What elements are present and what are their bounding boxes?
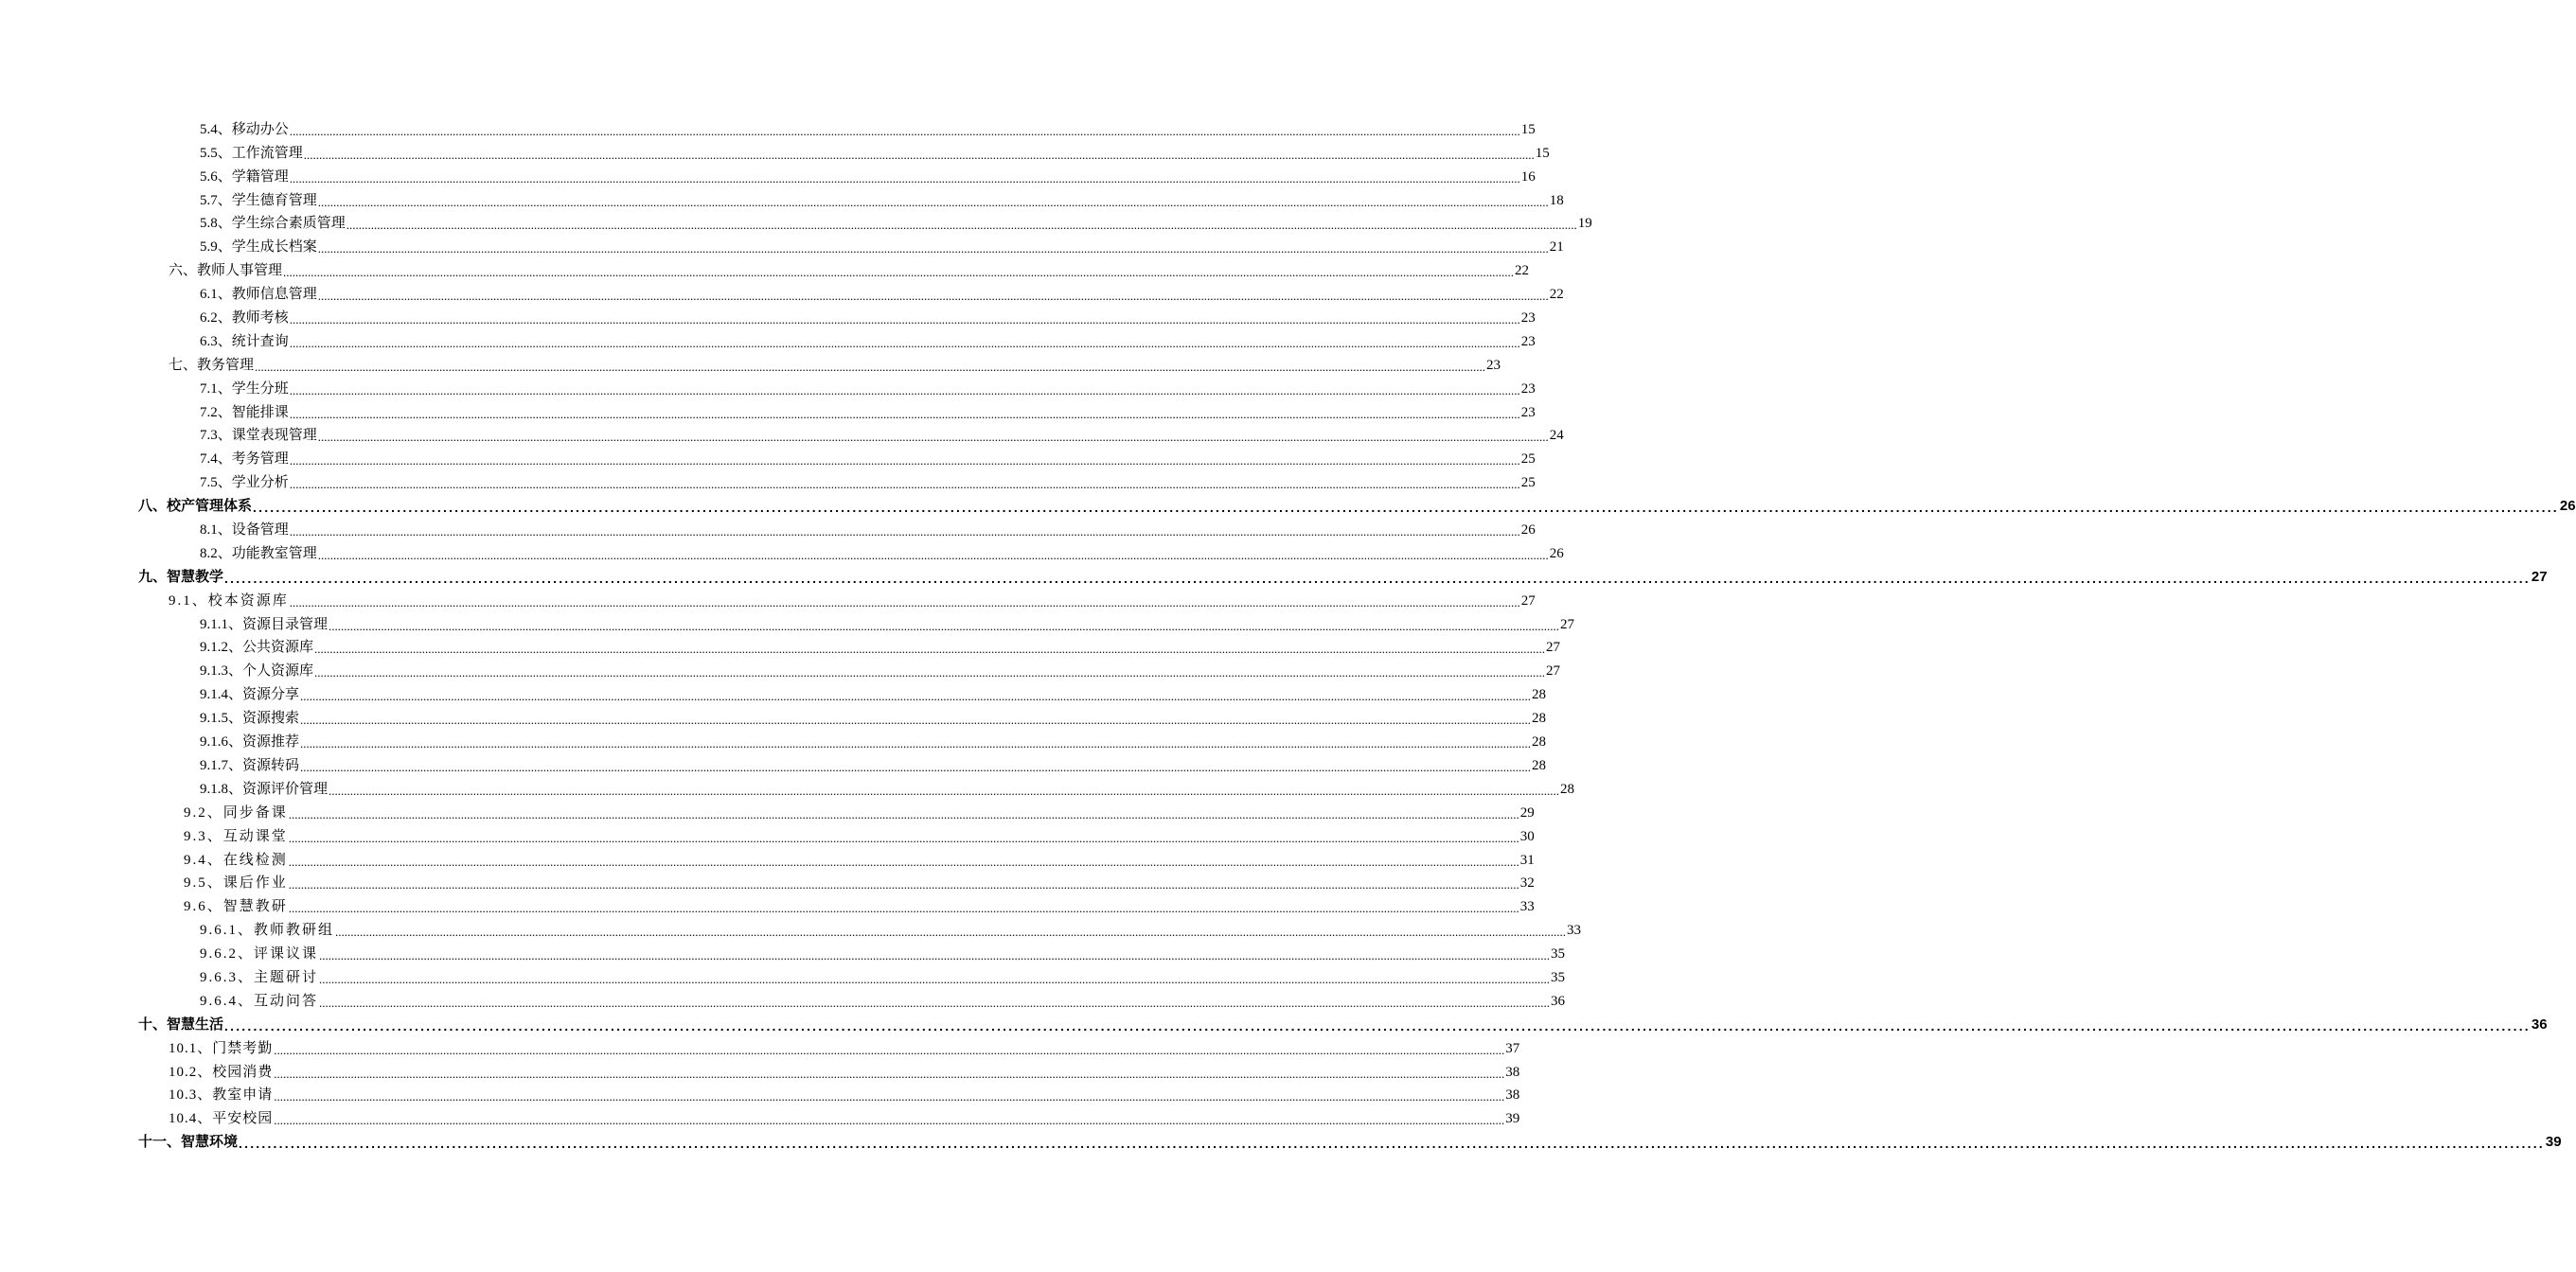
toc-entry[interactable] — [184, 848, 1535, 872]
toc-entry-title: 九、智慧教学 — [138, 568, 224, 585]
toc-entry-title: 10.4、平安校园 — [169, 1111, 274, 1127]
toc-entry[interactable] — [200, 659, 1561, 682]
toc-page-number: 25 — [1520, 475, 1536, 491]
toc-entry[interactable] — [169, 1084, 1520, 1107]
toc-entry[interactable] — [200, 989, 1566, 1013]
toc-entry-title: 10.2、校园消费 — [169, 1064, 274, 1080]
toc-page-number: 24 — [1549, 428, 1564, 444]
toc-page-number: 28 — [1560, 781, 1575, 797]
toc-page-number: 30 — [1519, 828, 1535, 844]
toc-entry-title: 7.2、智能排课 — [200, 404, 289, 420]
toc-page-number: 33 — [1519, 899, 1535, 915]
toc-page-number: 35 — [1551, 946, 1566, 963]
toc-dot-leader: ................................................................................................................................................................................................................................................................................................................................................................................................................ — [289, 524, 1520, 539]
toc-dot-leader: ................................................................................................................................................................................................................................................................................................................................................................................................................ — [319, 948, 1551, 963]
toc-entry-title: 十一、智慧环境 — [138, 1134, 239, 1151]
toc-entry-title: 8.1、设备管理 — [200, 522, 289, 539]
toc-dot-leader: ................................................................................................................................................................................................................................................................................................................................................................................................................ — [289, 406, 1520, 421]
toc-entry-title: 十、智慧生活 — [138, 1016, 224, 1033]
toc-entry[interactable] — [184, 801, 1535, 824]
toc-dot-leader: ................................................................................................................................................................................................................................................................................................................................................................................................................ — [319, 995, 1551, 1010]
toc-page-number: 31 — [1519, 852, 1535, 868]
toc-entry-title: 9.4、在线检测 — [184, 852, 288, 868]
toc-entry[interactable] — [200, 141, 1550, 165]
toc-page-number: 27 — [1546, 663, 1561, 680]
toc-dot-leader: ................................................................................................................................................................................................................................................................................................................................................................................................................ — [274, 1042, 1505, 1057]
toc-dot-leader: ................................................................................................................................................................................................................................................................................................................................................................................................................ — [224, 570, 2531, 586]
toc-entry[interactable] — [200, 306, 1536, 329]
toc-dot-leader: ................................................................................................................................................................................................................................................................................................................................................................................................................ — [288, 901, 1519, 916]
toc-dot-leader: ................................................................................................................................................................................................................................................................................................................................................................................................................ — [314, 642, 1546, 657]
toc-dot-leader: ................................................................................................................................................................................................................................................................................................................................................................................................................ — [317, 241, 1549, 256]
toc-entry[interactable] — [200, 753, 1547, 777]
toc-page-number: 15 — [1520, 121, 1536, 137]
toc-entry-title: 9.6.2、评课议课 — [200, 946, 319, 963]
toc-entry[interactable] — [169, 258, 1530, 282]
toc-entry-title: 9.6、智慧教研 — [184, 899, 288, 915]
toc-dot-leader: ................................................................................................................................................................................................................................................................................................................................................................................................................ — [288, 806, 1519, 822]
toc-entry[interactable] — [200, 636, 1561, 660]
toc-page-number: 28 — [1532, 757, 1547, 773]
toc-dot-leader: ................................................................................................................................................................................................................................................................................................................................................................................................................ — [300, 759, 1532, 774]
toc-entry[interactable] — [169, 1036, 1520, 1060]
toc-dot-leader: ................................................................................................................................................................................................................................................................................................................................................................................................................ — [289, 123, 1520, 138]
toc-entry-title: 7.5、学业分析 — [200, 475, 289, 491]
toc-entry-title: 5.4、移动办公 — [200, 121, 289, 137]
toc-entry-title: 5.5、工作流管理 — [200, 145, 303, 161]
toc-entry[interactable] — [169, 1060, 1520, 1084]
toc-entry-title: 6.1、教师信息管理 — [200, 287, 317, 303]
toc-page-number: 23 — [1520, 380, 1536, 397]
toc-entry[interactable] — [200, 424, 1564, 448]
toc-dot-leader: ................................................................................................................................................................................................................................................................................................................................................................................................................ — [314, 665, 1546, 680]
toc-dot-leader: ................................................................................................................................................................................................................................................................................................................................................................................................................ — [300, 736, 1532, 751]
toc-page-number: 36 — [1551, 993, 1566, 1009]
toc-entry-title: 5.6、学籍管理 — [200, 168, 289, 185]
toc-page-number: 29 — [1519, 804, 1535, 821]
toc-page-number: 19 — [1577, 216, 1592, 232]
toc-entry-title: 9.1.4、资源分享 — [200, 687, 300, 703]
toc-entry-title: 9.1.6、资源推荐 — [200, 734, 300, 751]
toc-entry[interactable] — [200, 777, 1575, 801]
table-of-contents — [0, 117, 2576, 1154]
toc-page-number: 21 — [1549, 239, 1564, 256]
toc-dot-leader: ................................................................................................................................................................................................................................................................................................................................................................................................................ — [300, 713, 1532, 728]
toc-entry-title: 6.3、统计查询 — [200, 333, 289, 349]
toc-entry-title: 七、教务管理 — [169, 357, 255, 373]
toc-entry[interactable] — [200, 470, 1536, 494]
toc-entry[interactable] — [169, 589, 1536, 612]
toc-page-number: 16 — [1520, 168, 1536, 185]
toc-entry-title: 5.8、学生综合素质管理 — [200, 216, 346, 232]
toc-entry[interactable] — [169, 1106, 1520, 1130]
toc-dot-leader: ................................................................................................................................................................................................................................................................................................................................................................................................................ — [289, 312, 1520, 327]
toc-entry-title: 八、校产管理体系 — [138, 498, 253, 515]
toc-dot-leader: ................................................................................................................................................................................................................................................................................................................................................................................................................ — [274, 1089, 1505, 1104]
toc-page-number: 27 — [1520, 592, 1536, 609]
toc-dot-leader: ................................................................................................................................................................................................................................................................................................................................................................................................................ — [289, 453, 1520, 468]
toc-entry[interactable] — [184, 872, 1535, 895]
toc-dot-leader: ................................................................................................................................................................................................................................................................................................................................................................................................................ — [319, 971, 1551, 986]
toc-entry[interactable] — [200, 682, 1547, 706]
toc-dot-leader: ................................................................................................................................................................................................................................................................................................................................................................................................................ — [329, 783, 1560, 798]
toc-page-number: 33 — [1567, 923, 1582, 939]
toc-page-number: 25 — [1520, 451, 1536, 468]
toc-entry-title: 7.3、课堂表现管理 — [200, 428, 317, 444]
toc-entry-title: 六、教师人事管理 — [169, 263, 283, 279]
toc-entry[interactable] — [200, 730, 1547, 753]
toc-entry-title: 9.6.1、教师教研组 — [200, 923, 335, 939]
toc-entry[interactable] — [200, 188, 1564, 212]
toc-entry[interactable] — [200, 400, 1536, 424]
toc-dot-leader: ................................................................................................................................................................................................................................................................................................................................................................................................................ — [224, 1017, 2531, 1034]
toc-page-number: 28 — [1532, 711, 1547, 727]
toc-page-number: 23 — [1520, 404, 1536, 420]
toc-entry-title: 5.9、学生成长档案 — [200, 239, 317, 256]
toc-page-number: 28 — [1532, 734, 1547, 751]
toc-dot-leader: ................................................................................................................................................................................................................................................................................................................................................................................................................ — [239, 1136, 2545, 1152]
toc-entry[interactable] — [200, 541, 1564, 565]
toc-entry-title: 9.1.2、公共资源库 — [200, 640, 314, 656]
toc-dot-leader: ................................................................................................................................................................................................................................................................................................................................................................................................................ — [346, 218, 1577, 233]
toc-dot-leader: ................................................................................................................................................................................................................................................................................................................................................................................................................ — [317, 289, 1549, 304]
toc-entry-title: 10.3、教室申请 — [169, 1087, 274, 1104]
toc-entry-title: 9.1、校本资源库 — [169, 592, 289, 609]
toc-page-number: 38 — [1505, 1064, 1520, 1080]
toc-entry[interactable] — [200, 612, 1575, 636]
toc-entry-title: 7.1、学生分班 — [200, 380, 289, 397]
toc-entry-title: 9.6.4、互动问答 — [200, 993, 319, 1009]
toc-entry[interactable] — [200, 518, 1536, 541]
toc-dot-leader: ................................................................................................................................................................................................................................................................................................................................................................................................................ — [288, 877, 1519, 892]
toc-page-number: 28 — [1532, 687, 1547, 703]
toc-entry-title: 9.1.8、资源评价管理 — [200, 781, 329, 797]
toc-dot-leader: ................................................................................................................................................................................................................................................................................................................................................................................................................ — [289, 477, 1520, 492]
toc-entry[interactable] — [200, 965, 1566, 989]
toc-entry[interactable] — [200, 942, 1566, 965]
toc-entry[interactable] — [200, 282, 1564, 306]
toc-page-number: 23 — [1486, 357, 1501, 373]
toc-entry[interactable] — [138, 1013, 2548, 1036]
toc-page-number: 22 — [1549, 287, 1564, 303]
toc-entry[interactable] — [138, 565, 2548, 589]
toc-entry-title: 8.2、功能教室管理 — [200, 545, 317, 561]
toc-page-number: 32 — [1519, 875, 1535, 892]
toc-entry-title: 9.6.3、主题研讨 — [200, 969, 319, 985]
toc-entry-title: 9.1.7、资源转码 — [200, 757, 300, 773]
toc-entry[interactable] — [200, 918, 1582, 942]
toc-dot-leader: ................................................................................................................................................................................................................................................................................................................................................................................................................ — [317, 194, 1549, 209]
toc-entry[interactable] — [200, 212, 1592, 236]
toc-entry-title: 9.1.5、资源搜索 — [200, 711, 300, 727]
toc-entry[interactable] — [200, 329, 1536, 353]
toc-entry[interactable] — [138, 1130, 2562, 1154]
toc-dot-leader: ................................................................................................................................................................................................................................................................................................................................................................................................................ — [303, 147, 1535, 162]
toc-entry[interactable] — [200, 117, 1536, 141]
toc-entry-title: 9.1.1、资源目录管理 — [200, 616, 329, 632]
toc-dot-leader: ................................................................................................................................................................................................................................................................................................................................................................................................................ — [253, 500, 2559, 516]
toc-entry[interactable] — [200, 165, 1536, 188]
toc-page-number: 36 — [2531, 1016, 2548, 1033]
toc-page-number: 15 — [1535, 145, 1550, 161]
toc-entry[interactable] — [184, 894, 1535, 918]
toc-dot-leader: ................................................................................................................................................................................................................................................................................................................................................................................................................ — [289, 170, 1520, 186]
toc-page-number: 18 — [1549, 192, 1564, 208]
toc-entry-title: 9.5、课后作业 — [184, 875, 288, 892]
toc-dot-leader: ................................................................................................................................................................................................................................................................................................................................................................................................................ — [289, 382, 1520, 398]
toc-dot-leader: ................................................................................................................................................................................................................................................................................................................................................................................................................ — [283, 265, 1515, 280]
toc-entry[interactable] — [138, 494, 2576, 518]
toc-page-number: 37 — [1505, 1040, 1520, 1056]
toc-entry-title: 7.4、考务管理 — [200, 451, 289, 468]
toc-entry[interactable] — [200, 235, 1564, 258]
toc-page-number: 27 — [1560, 616, 1575, 632]
toc-page-number: 26 — [1520, 522, 1536, 539]
toc-page-number: 39 — [2545, 1134, 2562, 1151]
toc-dot-leader: ................................................................................................................................................................................................................................................................................................................................................................................................................ — [335, 925, 1567, 940]
toc-page-number: 23 — [1520, 310, 1536, 327]
toc-entry-title: 10.1、门禁考勤 — [169, 1040, 274, 1056]
toc-dot-leader: ................................................................................................................................................................................................................................................................................................................................................................................................................ — [288, 854, 1519, 869]
toc-dot-leader: ................................................................................................................................................................................................................................................................................................................................................................................................................ — [255, 359, 1486, 374]
toc-entry[interactable] — [184, 824, 1535, 848]
toc-page-number: 26 — [2559, 498, 2576, 515]
toc-page-number: 27 — [2531, 568, 2548, 585]
toc-page-number: 38 — [1505, 1087, 1520, 1104]
toc-dot-leader: ................................................................................................................................................................................................................................................................................................................................................................................................................ — [317, 547, 1549, 562]
toc-entry-title: 9.1.3、个人资源库 — [200, 663, 314, 680]
toc-dot-leader: ................................................................................................................................................................................................................................................................................................................................................................................................................ — [289, 335, 1520, 350]
toc-entry[interactable] — [169, 353, 1501, 377]
toc-entry[interactable] — [200, 706, 1547, 730]
toc-dot-leader: ................................................................................................................................................................................................................................................................................................................................................................................................................ — [317, 430, 1549, 445]
toc-dot-leader: ................................................................................................................................................................................................................................................................................................................................................................................................................ — [289, 594, 1520, 610]
toc-page-number: 35 — [1551, 969, 1566, 985]
toc-dot-leader: ................................................................................................................................................................................................................................................................................................................................................................................................................ — [329, 618, 1560, 633]
toc-entry-title: 5.7、学生德育管理 — [200, 192, 317, 208]
toc-dot-leader: ................................................................................................................................................................................................................................................................................................................................................................................................................ — [274, 1113, 1505, 1128]
toc-page-number: 27 — [1546, 640, 1561, 656]
toc-entry[interactable] — [200, 447, 1536, 470]
toc-dot-leader: ................................................................................................................................................................................................................................................................................................................................................................................................................ — [274, 1066, 1505, 1081]
toc-entry[interactable] — [200, 377, 1536, 400]
toc-page-number: 23 — [1520, 333, 1536, 349]
toc-dot-leader: ................................................................................................................................................................................................................................................................................................................................................................................................................ — [300, 689, 1532, 704]
toc-page-number: 22 — [1515, 263, 1530, 279]
toc-entry-title: 9.2、同步备课 — [184, 804, 288, 821]
toc-page-number: 26 — [1549, 545, 1564, 561]
toc-page-number: 39 — [1505, 1111, 1520, 1127]
toc-entry-title: 6.2、教师考核 — [200, 310, 289, 327]
toc-dot-leader: ................................................................................................................................................................................................................................................................................................................................................................................................................ — [288, 830, 1519, 845]
toc-entry-title: 9.3、互动课堂 — [184, 828, 288, 844]
